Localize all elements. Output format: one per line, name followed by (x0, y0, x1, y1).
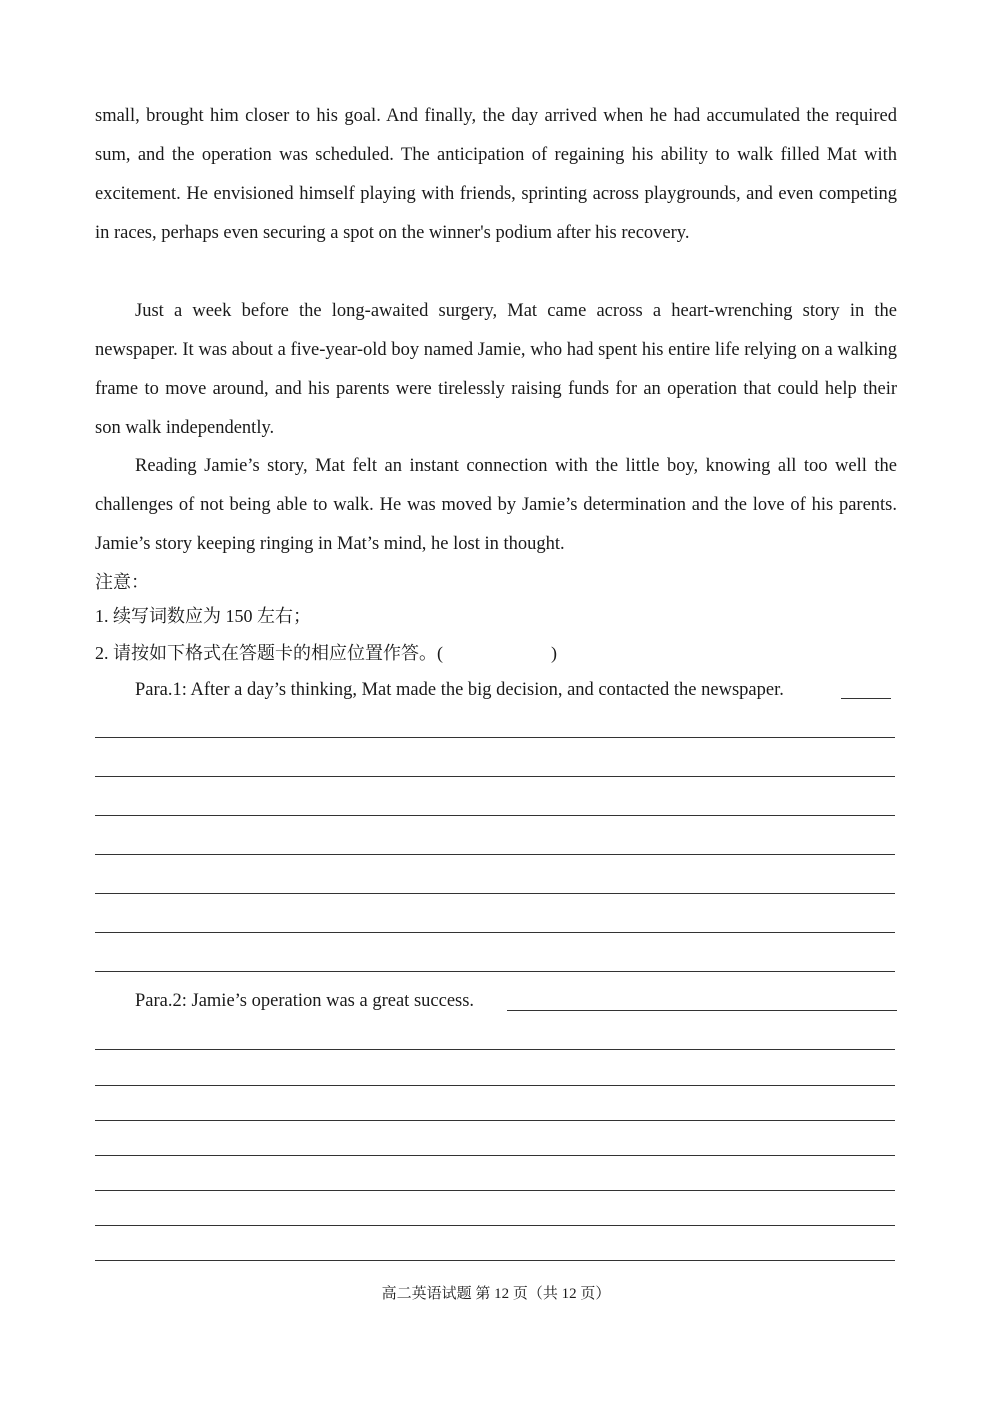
story-paragraph-2: Just a week before the long-awaited surgery, Mat came across a heart-wrenching story in the newspaper. It was about a five-year-old boy named Jamie, who had spent his entire life relying on a walking frame to move around, and his parents were tirelessly raising funds for an operation that could help their son walk independently. (95, 301, 897, 438)
para2-prompt: Para.2: Jamie’s operation was a great success. (135, 991, 475, 1011)
para2-inline-blank[interactable] (507, 1010, 897, 1011)
para1-inline-blank[interactable] (841, 698, 891, 699)
para2-answer-line[interactable] (95, 1190, 895, 1191)
para1-answer-line[interactable] (95, 971, 895, 972)
para1-answer-line[interactable] (95, 893, 895, 894)
para1-prompt: Para.1: After a day’s thinking, Mat made the big decision, and contacted the newspaper. (135, 680, 784, 700)
story-paragraph-1: small, brought him closer to his goal. And finally, the day arrived when he had accumulated the required sum, and the operation was scheduled. The anticipation of regaining his ability to walk filled Mat with excitement. He envisioned himself playing with friends, sprinting across playgrounds, and even competing in races, perhaps even securing a spot on the winner's podium after his recovery. (95, 106, 897, 243)
notes-title: 注意： (95, 572, 149, 592)
para2-answer-line[interactable] (95, 1155, 895, 1156)
notes-item-2-text: 2. 请按如下格式在答题卡的相应位置作答。( (95, 643, 443, 663)
para1-answer-line[interactable] (95, 815, 895, 816)
para2-answer-line[interactable] (95, 1120, 895, 1121)
story-paragraph-3: Reading Jamie’s story, Mat felt an instant connection with the little boy, knowing all too well the challenges of not being able to walk. He was moved by Jamie’s determination and the love of his parents. Jamie’s story keeping ringing in Mat’s mind, he lost in thought. (95, 456, 897, 554)
page-footer: 高二英语试题 第 12 页（共 12 页） (381, 1286, 611, 1302)
notes-item-2 (95, 641, 557, 665)
para1-answer-line[interactable] (95, 737, 895, 738)
para1-answer-line[interactable] (95, 932, 895, 933)
para2-answer-line[interactable] (95, 1225, 895, 1226)
para2-answer-line[interactable] (95, 1260, 895, 1261)
para2-answer-line[interactable] (95, 1085, 895, 1086)
para1-answer-line[interactable] (95, 854, 895, 855)
para2-answer-line[interactable] (95, 1049, 895, 1050)
para1-answer-line[interactable] (95, 776, 895, 777)
notes-item-2-close: ) (551, 643, 557, 663)
notes-item-1: 1. 续写词数应为 150 左右； (95, 606, 311, 626)
